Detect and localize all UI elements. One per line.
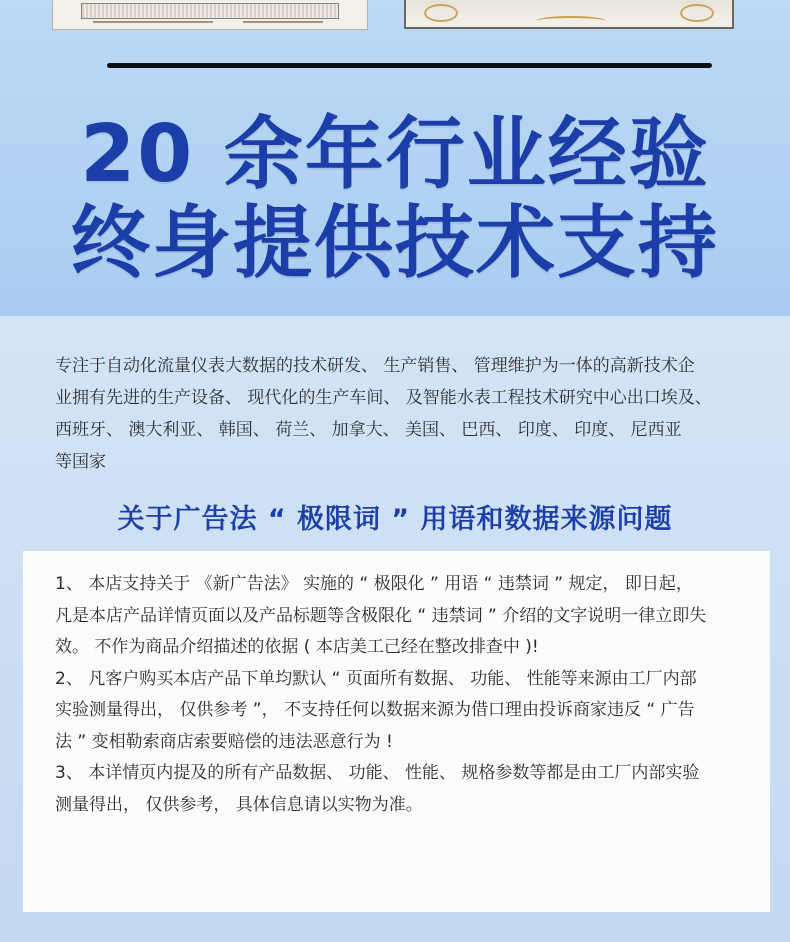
certificate-text-line [243, 21, 323, 23]
hero-banner [0, 0, 790, 316]
certificate-image-left [52, 0, 368, 30]
headline-support: 终身提供技术支持 [71, 197, 719, 289]
ornament-icon [424, 4, 458, 22]
certificate-border-pattern [81, 3, 339, 19]
section-title: 关于广告法 “ 极限词 ” 用语和数据来源问题 [117, 504, 673, 535]
gold-ornament [536, 16, 606, 26]
certificate-text-line [93, 21, 213, 23]
notice-panel [23, 551, 770, 912]
company-intro-text: 专注于自动化流量仪表大数据的技术研发、 生产销售、 管理维护为一体的高新技术企 业拥有先进的生产设备、 现代化的生产车间、 及智能水表工程技术研究中心出口埃及、 西班牙、 澳大利亚、 韩国、 荷兰、 加拿大、 美国、 巴西、 印度、 印度、 尼西亚 等国家 [55, 356, 712, 472]
section-divider [107, 63, 712, 68]
content-section [0, 316, 790, 942]
notice-text: 1、 本店支持关于 《新广告法》 实施的 “ 极限化 ” 用语 “ 违禁词 ” 规定， 即日起， 凡是本店产品详情页面以及产品标题等含极限化 “ 违禁词 ” 介绍的文字说明一律立即失 效。 不作为商品介绍描述的依据 ( 本店美工己经在整改排查中 )! 2、 凡客户购买本店产品下单均默认 “ 页面所有数据、 功能、 性能等来源由工厂内部 实验测量得出， 仅供参考 ”， 不支持任何以数据来源为借口理由投诉商家违反 “ 广告 法 ” 变相勒索商店索要赔偿的违法恶意行为 ! 3、 本详情页内提及的所有产品数据、 功能、 性能、 规格参数等都是由工厂内部实验 测量得出， 仅供参考， 具体信息请以实物为准。 [55, 574, 707, 815]
certificate-image-right [404, 0, 734, 29]
headline-experience: 20 余年行业经验 [80, 108, 710, 200]
ornament-icon [680, 4, 714, 22]
